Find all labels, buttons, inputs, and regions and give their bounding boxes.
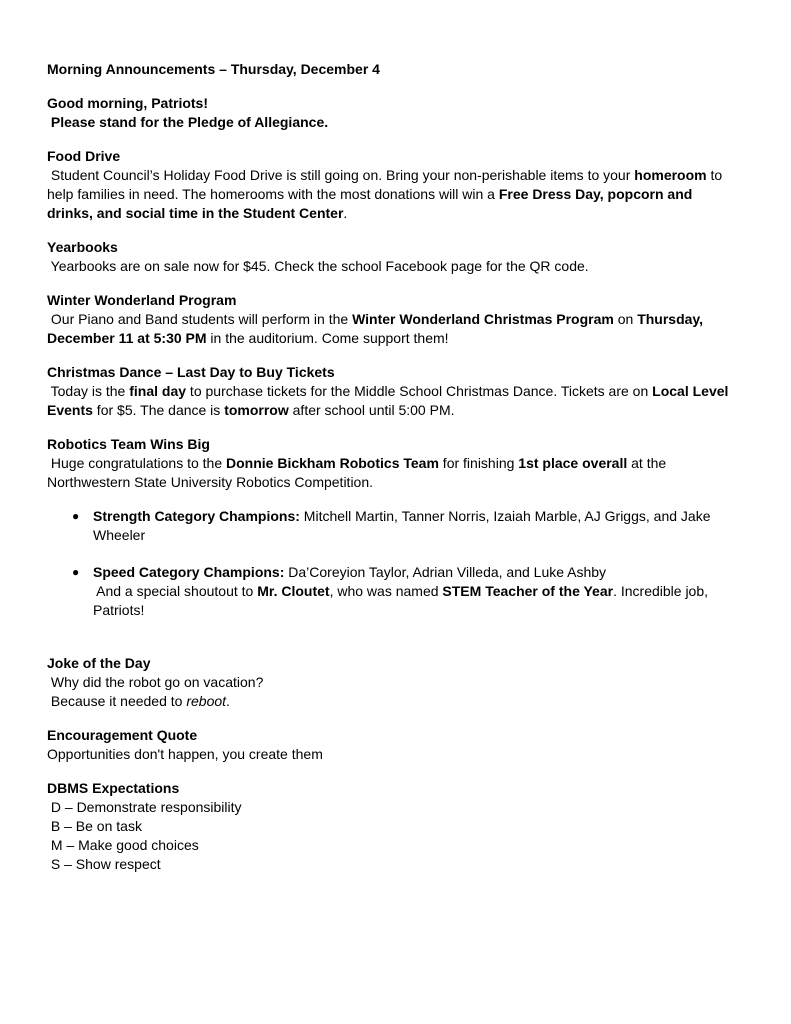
text-run: B – Be on task [47, 818, 142, 834]
bold-text: final day [129, 383, 187, 399]
text-line [47, 817, 142, 836]
bold-text: Good morning, Patriots! [47, 95, 208, 111]
text-line [93, 526, 145, 545]
text-line [47, 310, 703, 329]
text-line [47, 94, 208, 113]
bold-text: Strength Category Champions: [93, 508, 300, 524]
text-run: Huge congratulations to the [47, 455, 227, 471]
text-run: Da’Coreyion Taylor, Adrian Villeda, and Luke Ashby [284, 564, 607, 580]
bold-text: Thursday, [637, 311, 704, 327]
text-run: . Incredible job, [613, 583, 709, 599]
text-line [47, 726, 197, 745]
text-line [93, 582, 708, 601]
text-run: Mitchell Martin, Tanner Norris, Izaiah Marble, AJ Griggs, and Jake [299, 508, 711, 524]
text-line [47, 654, 150, 673]
text-run: Wheeler [93, 527, 146, 543]
bold-text: Events [47, 402, 93, 418]
text-run: Our Piano and Band students will perform in the [47, 311, 353, 327]
bold-text: Mr. Cloutet [257, 583, 330, 599]
text-run: for finishing [438, 455, 519, 471]
text-run: for $5. The dance is [92, 402, 225, 418]
text-line [47, 836, 199, 855]
text-run: Student Council’s Holiday Food Drive is still going on. Bring your non-perishable items to your [47, 167, 635, 183]
text-line [47, 401, 455, 420]
text-line [47, 204, 347, 223]
text-line [93, 601, 144, 620]
text-line [47, 435, 210, 454]
text-run: . [343, 205, 348, 221]
bullet-list-item [93, 507, 710, 526]
italic-text: reboot [186, 693, 227, 709]
bold-text: STEM Teacher of the Year [442, 583, 614, 599]
bold-text: Joke of the Day [47, 655, 151, 671]
text-run: M – Make good choices [47, 837, 199, 853]
text-run: , who was named [329, 583, 443, 599]
text-line [47, 166, 722, 185]
text-line [47, 798, 242, 817]
bold-text: Speed Category Champions: [93, 564, 285, 580]
bold-text: Morning Announcements – Thursday, December 4 [47, 61, 380, 77]
text-run: help families in need. The homerooms with the most donations will win a [47, 186, 499, 202]
text-line [47, 60, 380, 79]
text-run: on [613, 311, 638, 327]
bold-text: Food Drive [47, 148, 121, 164]
text-run: in the auditorium. Come support them! [206, 330, 449, 346]
text-run: Today is the [47, 383, 130, 399]
text-line [47, 454, 666, 473]
text-run: D – Demonstrate responsibility [47, 799, 242, 815]
text-line [47, 113, 328, 132]
bold-text: homeroom [634, 167, 707, 183]
text-run: Northwestern State University Robotics Competition. [47, 474, 374, 490]
bold-text: Christmas Dance – Last Day to Buy Tickets [47, 364, 335, 380]
text-line [47, 692, 230, 711]
text-run: to [706, 167, 723, 183]
text-run: at the [627, 455, 667, 471]
text-run: And a special shoutout to [93, 583, 258, 599]
bold-text: Robotics Team Wins Big [47, 436, 210, 452]
bullet-icon: ● [72, 509, 80, 523]
bold-text: Winter Wonderland Christmas Program [352, 311, 614, 327]
bold-text: Please stand for the Pledge of Allegiance. [47, 114, 329, 130]
text-line [47, 329, 449, 348]
bold-text: Winter Wonderland Program [47, 292, 237, 308]
text-line [47, 473, 373, 492]
text-line [47, 185, 692, 204]
text-run: . [226, 693, 230, 709]
text-run: Because it needed to [47, 693, 187, 709]
bullet-icon: ● [72, 565, 80, 579]
text-run: Yearbooks are on sale now for $45. Check the school Facebook page for the QR code. [47, 258, 589, 274]
bullet-list-item [93, 563, 606, 582]
bold-text: Encouragement Quote [47, 727, 198, 743]
bold-text: drinks, and social time in the Student Center [47, 205, 344, 221]
text-line [47, 855, 161, 874]
bold-text: Free Dress Day, popcorn and [498, 186, 693, 202]
bold-text: December 11 at 5:30 PM [47, 330, 207, 346]
text-run: S – Show respect [47, 856, 161, 872]
text-line [47, 257, 589, 276]
text-line [47, 291, 236, 310]
bold-text: Donnie Bickham Robotics Team [226, 455, 439, 471]
bold-text: Yearbooks [47, 239, 118, 255]
text-run: Patriots! [93, 602, 145, 618]
text-line [47, 745, 323, 764]
text-line [47, 238, 118, 257]
text-run: to purchase tickets for the Middle School Christmas Dance. Tickets are on [186, 383, 653, 399]
text-line [47, 779, 179, 798]
bold-text: Local Level [652, 383, 729, 399]
text-run: Opportunities don't happen, you create them [47, 746, 323, 762]
text-line [47, 363, 335, 382]
text-line [47, 382, 728, 401]
text-line [47, 673, 263, 692]
bold-text: DBMS Expectations [47, 780, 180, 796]
text-run: after school until 5:00 PM. [288, 402, 455, 418]
text-line [47, 147, 120, 166]
text-run: Why did the robot go on vacation? [47, 674, 264, 690]
bold-text: 1st place overall [518, 455, 628, 471]
bold-text: tomorrow [224, 402, 289, 418]
